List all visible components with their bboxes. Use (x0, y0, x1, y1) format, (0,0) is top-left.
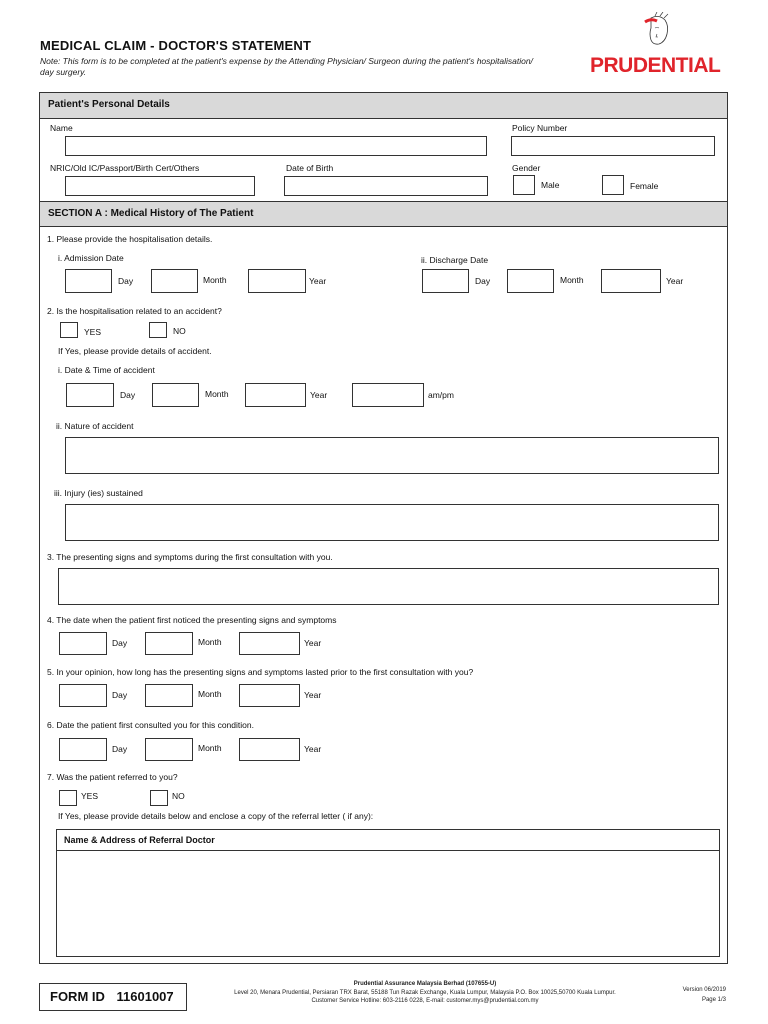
q7-yes-checkbox[interactable] (59, 790, 77, 806)
discharge-month-label: Month (560, 275, 584, 285)
q2-no-checkbox[interactable] (149, 322, 167, 338)
admission-day-label: Day (118, 276, 134, 286)
accident-time-field[interactable] (352, 383, 424, 407)
section-a-heading: SECTION A : Medical History of The Patient (40, 201, 727, 227)
accident-month-label: Month (205, 389, 229, 399)
accident-year-label: Year (310, 390, 328, 400)
form-title: MEDICAL CLAIM - DOCTOR'S STATEMENT (40, 38, 312, 53)
dob-field[interactable] (284, 176, 488, 196)
discharge-year-field[interactable] (601, 269, 661, 293)
male-checkbox[interactable] (513, 175, 535, 195)
q5-day-label: Day (112, 690, 128, 700)
logo-wordmark: PRUDENTIAL (590, 54, 721, 77)
admission-month-label: Month (203, 275, 227, 285)
referral-doctor-heading: Name & Address of Referral Doctor (57, 830, 719, 851)
footer-info (190, 980, 660, 1006)
q5-text: 5. In your opinion, how long has the presenting signs and symptoms lasted prior to the first consultation with you? (47, 667, 474, 677)
female-label: Female (630, 181, 659, 191)
q2-yes-label: YES (84, 327, 102, 337)
accident-datetime-label: i. Date & Time of accident (58, 365, 155, 375)
q7-yes-label: YES (81, 791, 99, 801)
q1-text: 1. Please provide the hospitalisation details. (47, 234, 213, 244)
q4-month-label: Month (198, 637, 222, 647)
q2-no-label: NO (173, 326, 186, 336)
nature-accident-label: ii. Nature of accident (56, 421, 134, 431)
q4-year-label: Year (304, 638, 322, 648)
admission-day-field[interactable] (65, 269, 112, 293)
footer-page: Page 1/3 (701, 997, 726, 1003)
nric-field[interactable] (65, 176, 255, 196)
q5-month-label: Month (198, 689, 222, 699)
q4-year-field[interactable] (239, 632, 300, 655)
accident-year-field[interactable] (245, 383, 306, 407)
footer-address: Level 20, Menara Prudential, Persiaran TRX Barat, 55188 Tun Razak Exchange, Kuala Lumpur, Malaysia P.O. Box 10025,50700 Kuala Lumpur. (234, 989, 616, 996)
q6-day-field[interactable] (59, 738, 107, 761)
q7-no-checkbox[interactable] (150, 790, 168, 806)
policy-number-label: Policy Number (512, 123, 568, 133)
accident-day-label: Day (120, 390, 136, 400)
admission-month-field[interactable] (151, 269, 198, 293)
q5-year-field[interactable] (239, 684, 300, 707)
name-label: Name (50, 123, 73, 133)
footer-hotline: Customer Service Hotline: 603-2116 0228, E-mail: customer.mys@prudential.com.my (311, 998, 539, 1004)
discharge-day-field[interactable] (422, 269, 469, 293)
q4-day-field[interactable] (59, 632, 107, 655)
footer-company: Prudential Assurance Malaysia Berhad (107655-U) (353, 981, 497, 987)
name-field[interactable] (65, 136, 487, 156)
q7-text: 7. Was the patient referred to you? (47, 772, 178, 782)
footer-version: Version 06/2019 (682, 987, 726, 993)
injury-field[interactable] (65, 504, 719, 541)
admission-year-field[interactable] (248, 269, 306, 293)
prudential-head-icon (585, 12, 730, 60)
admission-year-label: Year (309, 276, 327, 286)
male-label: Male (541, 180, 560, 190)
nric-label: NRIC/Old IC/Passport/Birth Cert/Others (50, 163, 200, 173)
q7-no-label: NO (172, 791, 185, 801)
q4-text: 4. The date when the patient first noticed the presenting signs and symptoms (47, 615, 337, 625)
form-id-value: 11601007 (116, 989, 174, 1004)
admission-date-label: i. Admission Date (58, 253, 124, 263)
q4-day-label: Day (112, 638, 128, 648)
accident-month-field[interactable] (152, 383, 199, 407)
prudential-logo (585, 12, 730, 80)
q2-ifyes-text: If Yes, please provide details of accident. (58, 346, 212, 356)
referral-doctor-box[interactable] (56, 829, 720, 957)
discharge-month-field[interactable] (507, 269, 554, 293)
form-note: Note: This form is to be completed at the patient's expense by the Attending Physician/ Surgeon during the patient's hospitalisation/ day surgery. (40, 56, 533, 77)
q5-year-label: Year (304, 690, 322, 700)
form-frame (39, 92, 728, 964)
q7-ifyes-text: If Yes, please provide details below and enclose a copy of the referral letter ( if any): (58, 811, 374, 821)
q3-field[interactable] (58, 568, 719, 605)
accident-day-field[interactable] (66, 383, 114, 407)
discharge-day-label: Day (475, 276, 491, 286)
version-info (640, 985, 726, 1005)
discharge-date-label: ii. Discharge Date (421, 255, 489, 265)
injury-label: iii. Injury (ies) sustained (54, 488, 143, 498)
q6-day-label: Day (112, 744, 128, 754)
q6-year-field[interactable] (239, 738, 300, 761)
dob-label: Date of Birth (286, 163, 334, 173)
q5-month-field[interactable] (145, 684, 193, 707)
q4-month-field[interactable] (145, 632, 193, 655)
gender-label: Gender (512, 163, 541, 173)
q6-year-label: Year (304, 744, 322, 754)
female-checkbox[interactable] (602, 175, 624, 195)
policy-number-field[interactable] (511, 136, 715, 156)
discharge-year-label: Year (666, 276, 684, 286)
form-id-label: FORM ID (50, 989, 105, 1004)
nature-accident-field[interactable] (65, 437, 719, 474)
q6-month-label: Month (198, 743, 222, 753)
q2-text: 2. Is the hospitalisation related to an accident? (47, 306, 222, 316)
accident-ampm-label: am/pm (428, 390, 454, 400)
q3-text: 3. The presenting signs and symptoms during the first consultation with you. (47, 552, 333, 562)
q6-month-field[interactable] (145, 738, 193, 761)
section-personal-heading: Patient's Personal Details (40, 93, 727, 119)
form-id-box (39, 983, 187, 1011)
q6-text: 6. Date the patient first consulted you for this condition. (47, 720, 254, 730)
q2-yes-checkbox[interactable] (60, 322, 78, 338)
q5-day-field[interactable] (59, 684, 107, 707)
